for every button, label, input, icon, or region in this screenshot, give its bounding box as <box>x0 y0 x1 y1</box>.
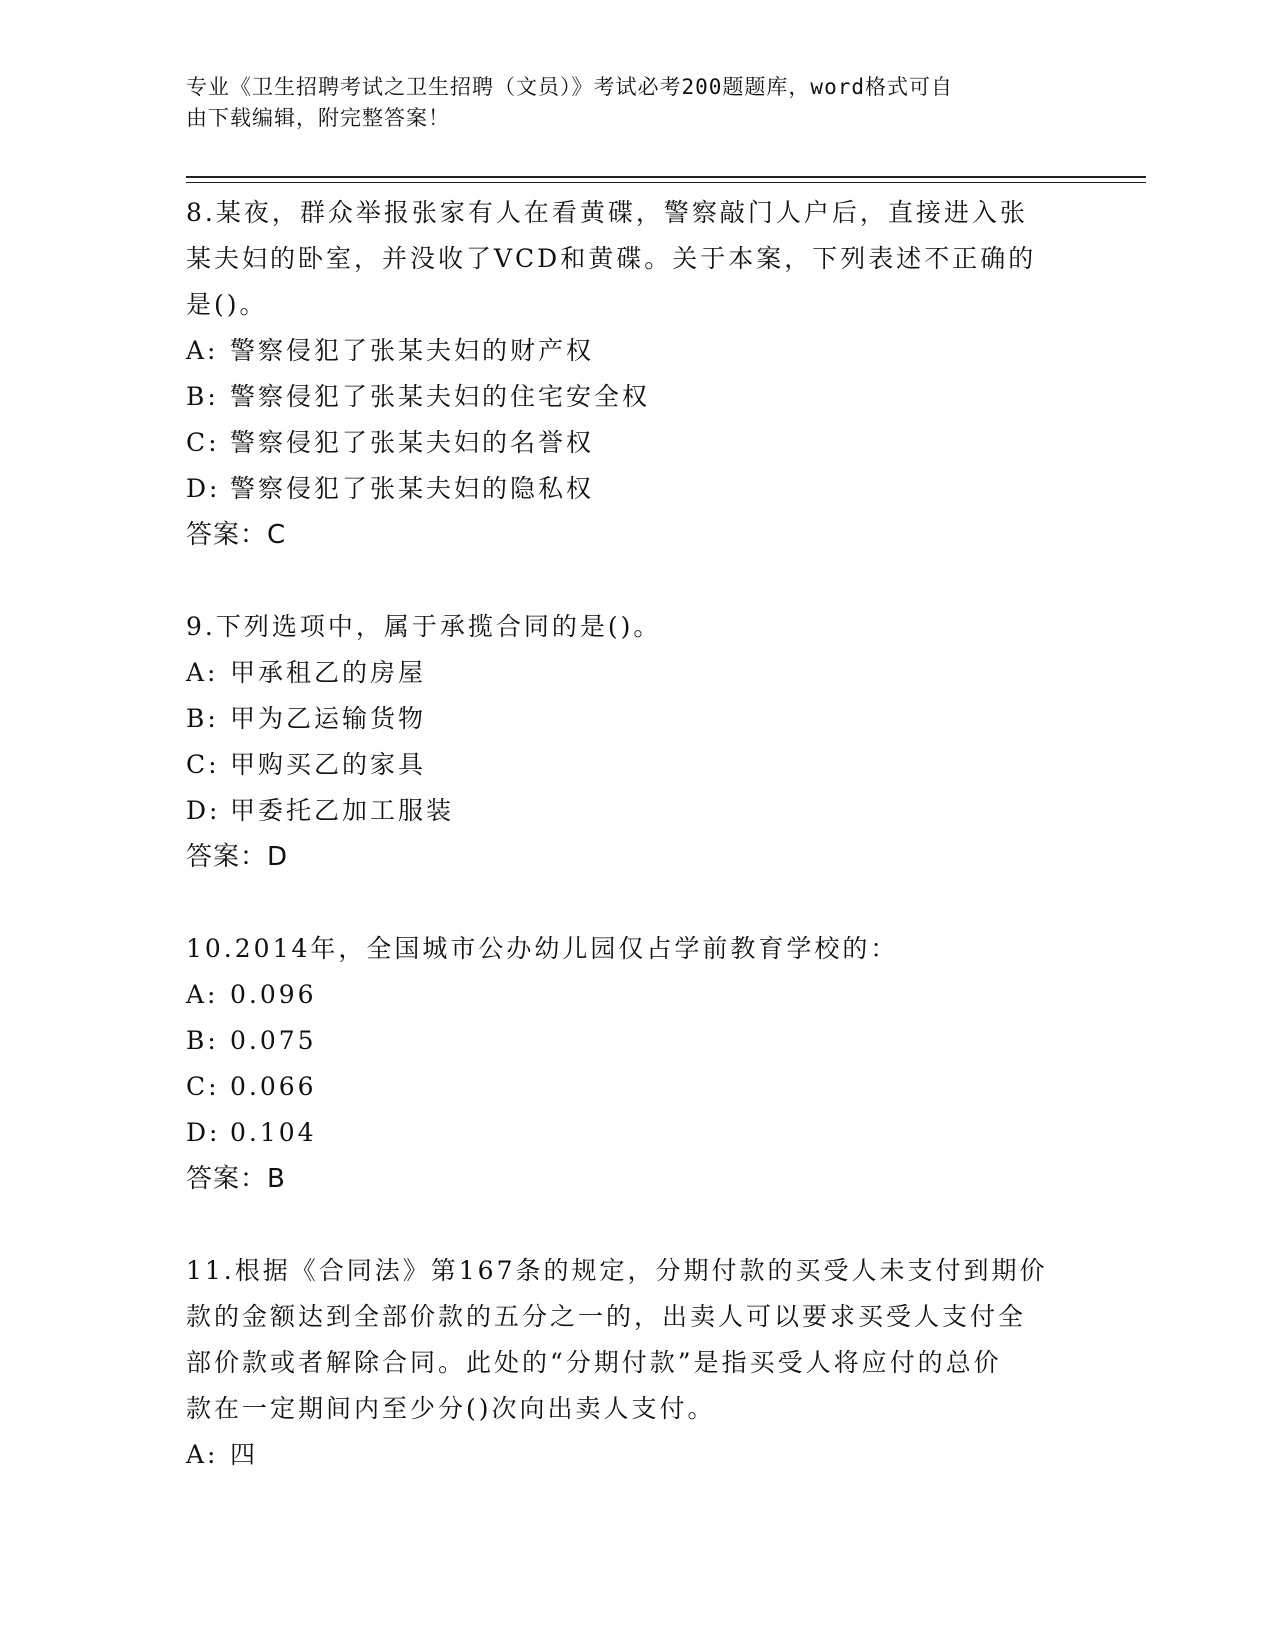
option-letter: D: <box>186 796 221 825</box>
option-text: 警察侵犯了张某夫妇的隐私权 <box>230 474 595 503</box>
option-letter: A: <box>186 658 219 687</box>
option-letter: C: <box>186 750 220 779</box>
answer-option <box>186 972 1086 1018</box>
question-list <box>186 190 1086 1524</box>
question-text-line: 8.某夜，群众举报张家有人在看黄碟，警察敲门人户后，直接进入张 <box>186 198 1028 227</box>
question-block <box>186 604 1086 880</box>
answer-key: 答案：C <box>186 520 287 550</box>
option-letter: D: <box>186 1118 221 1147</box>
question-text-line: 10.2014年，全国城市公办幼儿园仅占学前教育学校的： <box>186 934 899 963</box>
option-text: 甲为乙运输货物 <box>230 704 427 733</box>
option-letter: C: <box>186 428 220 457</box>
answer-option <box>186 1064 1086 1110</box>
answer-option <box>186 650 1086 696</box>
option-text: 甲购买乙的家具 <box>230 750 427 779</box>
option-text: 0.066 <box>230 1072 317 1101</box>
question-text-line: 款的金额达到全部价款的五分之一的，出卖人可以要求买受人支付全 <box>186 1302 1027 1331</box>
option-letter: B: <box>186 704 219 733</box>
option-letter: A: <box>186 980 219 1009</box>
option-letter: D: <box>186 474 221 503</box>
answer-key: 答案：D <box>186 842 289 872</box>
header-divider-thin <box>186 182 1146 183</box>
option-text: 0.104 <box>230 1118 317 1147</box>
option-letter: A: <box>186 1440 219 1469</box>
option-text: 甲承租乙的房屋 <box>230 658 427 687</box>
option-text: 警察侵犯了张某夫妇的财产权 <box>230 336 595 365</box>
answer-option <box>186 374 1086 420</box>
answer-option <box>186 1110 1086 1156</box>
answer-option <box>186 420 1086 466</box>
answer-option <box>186 696 1086 742</box>
header-line-2: 由下载编辑，附完整答案！ <box>186 106 450 130</box>
option-text: 四 <box>230 1440 259 1469</box>
answer-option <box>186 466 1086 512</box>
answer-option <box>186 1432 1086 1478</box>
question-text-line: 11.根据《合同法》第167条的规定，分期付款的买受人未支付到期价 <box>186 1256 1048 1285</box>
question-text-line: 9.下列选项中，属于承揽合同的是()。 <box>186 612 662 641</box>
question-block <box>186 926 1086 1202</box>
option-letter: B: <box>186 1026 219 1055</box>
answer-option <box>186 788 1086 834</box>
header-divider-thick <box>186 176 1146 178</box>
question-block <box>186 1248 1086 1478</box>
option-text: 警察侵犯了张某夫妇的名誉权 <box>230 428 595 457</box>
answer-option <box>186 742 1086 788</box>
option-text: 警察侵犯了张某夫妇的住宅安全权 <box>230 382 651 411</box>
header-line-1: 专业《卫生招聘考试之卫生招聘（文员）》考试必考200题题库，word格式可自 <box>186 75 953 99</box>
answer-option <box>186 1018 1086 1064</box>
question-block <box>186 190 1086 558</box>
question-text-line: 是()。 <box>186 290 268 319</box>
option-letter: B: <box>186 382 219 411</box>
question-text-line: 部价款或者解除合同。此处的“分期付款”是指买受人将应付的总价 <box>186 1348 1002 1377</box>
document-header <box>186 72 1066 134</box>
option-letter: A: <box>186 336 219 365</box>
option-text: 0.096 <box>230 980 317 1009</box>
answer-key: 答案：B <box>186 1164 286 1194</box>
question-text-line: 款在一定期间内至少分()次向出卖人支付。 <box>186 1394 716 1423</box>
option-letter: C: <box>186 1072 220 1101</box>
option-text: 甲委托乙加工服装 <box>230 796 455 825</box>
answer-option <box>186 328 1086 374</box>
question-text-line: 某夫妇的卧室，并没收了VCD和黄碟。关于本案，下列表述不正确的 <box>186 244 1037 273</box>
option-text: 0.075 <box>230 1026 317 1055</box>
